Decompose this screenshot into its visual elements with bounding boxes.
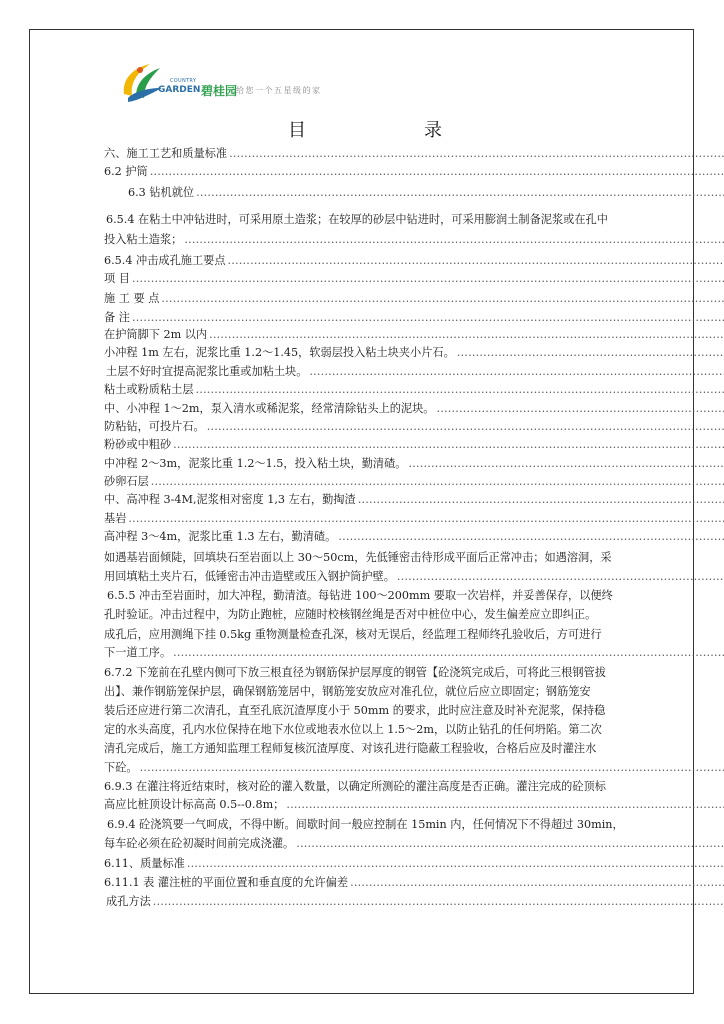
logo-country-text: COUNTRY bbox=[170, 78, 197, 84]
toc-line[interactable] bbox=[104, 644, 724, 662]
toc-line-text: 高冲程 3～4m，泥浆比重 1.3 左右，勤清碴。 bbox=[104, 530, 337, 543]
toc-line-text: 下一道工序。 bbox=[104, 646, 172, 659]
toc-line[interactable] bbox=[104, 740, 724, 758]
toc-line[interactable] bbox=[104, 400, 724, 418]
toc-line[interactable] bbox=[104, 606, 724, 624]
toc-line-text: 项 目 bbox=[104, 272, 130, 285]
toc-line[interactable] bbox=[104, 381, 724, 399]
toc-line[interactable] bbox=[104, 436, 724, 454]
toc-line-text: 基岩 bbox=[104, 512, 127, 525]
toc-line[interactable] bbox=[104, 874, 724, 892]
toc-line-text: 6.11.1 表 灌注桩的平面位置和垂直度的允许偏差 bbox=[104, 876, 349, 889]
toc-line[interactable] bbox=[104, 473, 724, 491]
toc-line-text: 每车砼必须在砼初凝时间前完成浇灌。 bbox=[104, 837, 295, 850]
toc-line-text: 6.7.2 下笼前在孔壁内侧可下放三根直径为钢筋保护层厚度的钢管【砼浇筑完成后，可将此三根钢管拔 bbox=[104, 666, 606, 679]
toc-line[interactable] bbox=[104, 231, 724, 249]
toc-line-text: 出】、兼作钢筋笼保护层，确保钢筋笼居中，钢筋笼安放应对准孔位，就位后应立即固定；钢筋笼安 bbox=[104, 685, 591, 698]
country-garden-emblem-icon bbox=[118, 58, 164, 106]
toc-line-text: 6.5.4 冲击成孔施工要点 bbox=[104, 254, 226, 267]
toc-line[interactable] bbox=[104, 491, 724, 509]
logo-garden-text: GARDEN bbox=[158, 85, 201, 95]
toc-line-text: 施 工 要 点 bbox=[104, 292, 160, 305]
toc-line-text: 6.9.3 在灌注将近结束时，核对砼的灌入数量，以确定所测砼的灌注高度是否正确。灌注完成的砼顶标 bbox=[104, 780, 606, 793]
toc-line[interactable] bbox=[104, 528, 724, 546]
toc-line[interactable] bbox=[106, 363, 724, 381]
toc-line[interactable] bbox=[104, 702, 724, 720]
toc-line-text: 粘土或粉质粘土层 bbox=[104, 383, 194, 396]
toc-line-text: 中冲程 2～3m，泥浆比重 1.2～1.5，投入粘土块，勤清碴。 bbox=[104, 457, 407, 470]
toc-line[interactable] bbox=[104, 418, 724, 436]
toc-line-text: 小冲程 1m 左右，泥浆比重 1.2～1.45，软弱层投入粘土块夹小片石。 bbox=[104, 346, 455, 359]
toc-line[interactable] bbox=[104, 252, 724, 270]
company-logo bbox=[118, 58, 358, 108]
toc-line[interactable] bbox=[104, 163, 724, 181]
page-title bbox=[0, 116, 724, 140]
toc-line-text: 6.9.4 砼浇筑要一气呵成，不得中断。间歇时间一般应控制在 15min 内，任何情况下不得超过 30min， bbox=[107, 818, 624, 831]
toc-line-text: 砂卵石层 bbox=[104, 475, 149, 488]
toc-line[interactable] bbox=[104, 683, 724, 701]
toc-line-text: 定的水头高度，孔内水位保持在地下水位或地表水位以上 1.5～2m，以防止钻孔的任何坍陷。第二次 bbox=[104, 723, 602, 736]
toc-line-text: 清孔完成后，施工方通知监理工程师复核沉渣厚度、对该孔进行隐蔽工程验收，合格后应及时灌注水 bbox=[104, 742, 597, 755]
toc-line[interactable] bbox=[107, 816, 724, 834]
toc-line[interactable] bbox=[104, 510, 724, 528]
toc-line[interactable] bbox=[104, 326, 724, 344]
toc-line-text: 土层不好时宜提高泥浆比重或加粘土块。 bbox=[106, 365, 308, 378]
logo-slogan: 给您一个五星级的家 bbox=[236, 86, 322, 95]
toc-line[interactable] bbox=[104, 455, 724, 473]
toc-line[interactable] bbox=[104, 855, 724, 873]
toc-line-text: 高应比桩顶设计标高高 0.5--0.8m； bbox=[104, 798, 285, 811]
toc-line[interactable] bbox=[106, 893, 724, 911]
toc-line-text: 6.5.5 冲击至岩面时，加大冲程，勤清渣。每钻进 100～200mm 要取一次岩样，并妥善保存，以便终 bbox=[107, 589, 613, 602]
toc-line[interactable] bbox=[104, 626, 724, 644]
toc-line-text: 中、小冲程 1～2m，泵入清水或稀泥浆，经常清除钻头上的泥块。 bbox=[104, 402, 435, 415]
toc-line[interactable] bbox=[104, 270, 724, 288]
toc-line-text: 6.2 护筒 bbox=[104, 165, 148, 178]
toc-line-text: 六、施工工艺和质量标准 bbox=[104, 147, 228, 160]
toc-line[interactable] bbox=[104, 721, 724, 739]
toc-line[interactable] bbox=[104, 759, 724, 777]
toc-line[interactable] bbox=[128, 184, 724, 202]
toc-line-text: 中、高冲程 3-4M,泥浆相对密度 1,3 左右，勤掏渣 bbox=[104, 493, 356, 506]
toc-line[interactable] bbox=[104, 778, 724, 796]
toc-line[interactable] bbox=[104, 309, 724, 327]
title-char-1: 目 bbox=[288, 120, 306, 141]
toc-line-text: 在护筒脚下 2m 以内 bbox=[104, 328, 208, 341]
toc-line[interactable] bbox=[104, 664, 724, 682]
title-char-2: 录 bbox=[424, 120, 442, 141]
toc-line[interactable] bbox=[104, 568, 724, 586]
toc-line-text: 装后还应进行第二次清孔，直至孔底沉渣厚度小于 50mm 的要求，此时应注意及时补充泥浆，保持稳 bbox=[104, 704, 606, 717]
toc-line[interactable] bbox=[104, 796, 724, 814]
toc-line[interactable] bbox=[104, 835, 724, 853]
toc-line-text: 用回填粘土夹片石，低锤密击冲击造壁或压入钢护筒护壁。 bbox=[104, 570, 395, 583]
toc-line-text: 6.11、质量标准 bbox=[104, 857, 185, 870]
logo-chinese-name: 碧桂园 bbox=[201, 84, 238, 98]
toc-line-text: 投入粘土造浆； bbox=[104, 233, 183, 246]
toc-line-text: 成孔后，应用测绳下挂 0.5kg 重物测量检查孔深，核对无误后，经监理工程师终孔验收后，方可进行 bbox=[104, 628, 602, 641]
toc-line-text: 粉砂或中粗砂 bbox=[104, 438, 172, 451]
toc-line-text: 下砼。 bbox=[104, 761, 138, 774]
toc-line[interactable] bbox=[104, 549, 724, 567]
toc-line-text: 6.3 钻机就位 bbox=[128, 186, 195, 199]
toc-line-text: 成孔方法 bbox=[106, 895, 151, 908]
toc-line-text: 备 注 bbox=[104, 311, 130, 324]
toc-line-text: 6.5.4 在粘土中冲钻进时，可采用原土造浆；在较厚的砂层中钻进时，可采用膨润土制备泥浆或在孔中 bbox=[106, 213, 608, 226]
toc-line-text: 防粘钻，可投片石。 bbox=[104, 420, 205, 433]
toc-line-text: 如遇基岩面倾陡，回填块石至岩面以上 30～50cm，先低锤密击待形成平面后正常冲击；如遇溶洞，采 bbox=[104, 551, 612, 564]
toc-line[interactable] bbox=[104, 290, 724, 308]
toc-line[interactable] bbox=[106, 211, 724, 229]
toc-line[interactable] bbox=[104, 145, 724, 163]
toc-line[interactable] bbox=[104, 344, 724, 362]
toc-line[interactable] bbox=[107, 587, 724, 605]
toc-line-text: 孔时验证。冲击过程中，为防止跑桩，应随时校核钢丝绳是否对中桩位中心，发生偏差应立即纠正。 bbox=[104, 608, 597, 621]
